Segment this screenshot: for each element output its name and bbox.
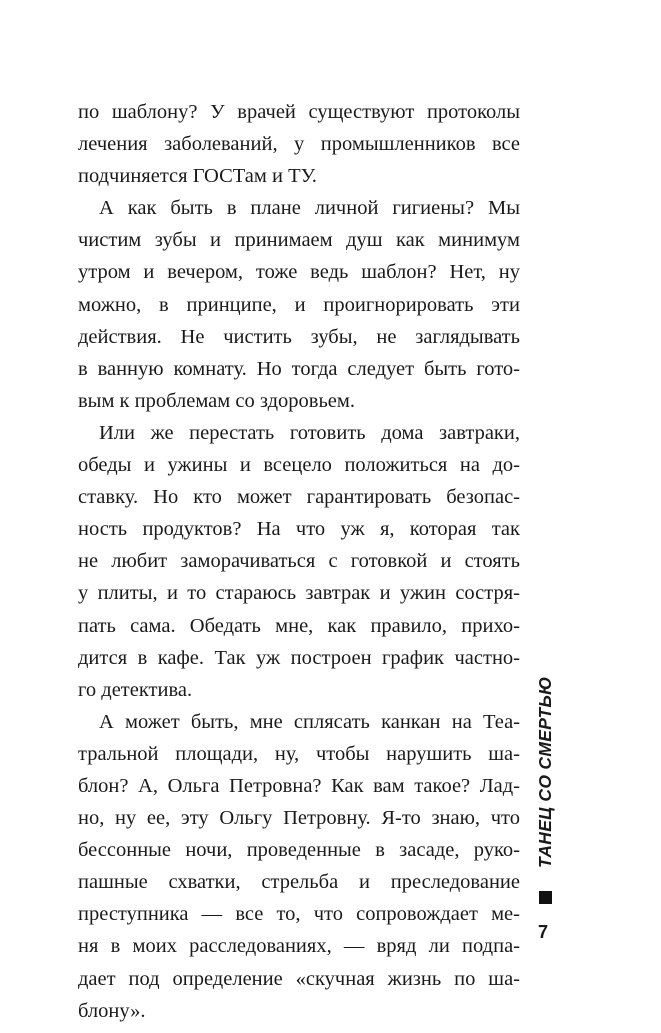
text-line: ня в моих расследованиях, — вряд ли подпа- bbox=[78, 935, 520, 958]
text-line: обеды и ужины и всецело положиться на до- bbox=[78, 454, 520, 477]
text-line: можно, в принципе, и проигнорировать эти bbox=[78, 293, 520, 316]
text-line: го детектива. bbox=[78, 678, 193, 701]
text-line: в ванную комнату. Но тогда следует быть гото- bbox=[78, 357, 520, 380]
text-line: по шаблону? У врачей существуют протоколы bbox=[78, 101, 520, 123]
text-line: тральной площади, ну, чтобы нарушить ша- bbox=[78, 742, 520, 765]
text-line: Или же перестать готовить дома завтраки, bbox=[99, 421, 520, 444]
paragraph bbox=[78, 96, 520, 192]
text-line: дится в кафе. Так уж построен график частно- bbox=[78, 646, 520, 669]
text-line: у плиты, и то стараюсь завтрак и ужин состря- bbox=[78, 582, 520, 605]
text-line: утром и вечером, тоже ведь шаблон? Нет, ну bbox=[78, 261, 520, 284]
text-line: А как быть в плане личной гигиены? Мы bbox=[99, 197, 520, 220]
body-text bbox=[78, 96, 520, 1027]
text-line: действия. Не чистить зубы, не заглядывать bbox=[78, 325, 520, 348]
text-line: подчиняется ГОСТам и ТУ. bbox=[78, 165, 317, 188]
text-line: вым к проблемам со здоровьем. bbox=[78, 389, 355, 412]
text-line: блону». bbox=[78, 999, 146, 1022]
paragraph bbox=[78, 706, 520, 1027]
text-line: преступника — все то, что сопровождает ме- bbox=[78, 903, 520, 926]
text-line: ставку. Но кто может гарантировать безопас- bbox=[78, 486, 520, 509]
text-line: бессонные ночи, проведенные в засаде, руко- bbox=[78, 839, 520, 862]
text-line: А может быть, мне сплясать канкан на Теа- bbox=[99, 710, 520, 733]
text-line: пашные схватки, стрельба и преследование bbox=[78, 871, 520, 894]
paragraph bbox=[78, 192, 520, 417]
text-line: но, ну ее, эту Ольгу Петровну. Я-то знаю, что bbox=[78, 807, 520, 830]
page-marker-square bbox=[539, 891, 552, 904]
paragraph bbox=[78, 417, 520, 706]
page-number: 7 bbox=[538, 922, 549, 942]
text-line: пать сама. Обедать мне, как правило, прихо- bbox=[78, 614, 520, 637]
running-title: ТАНЕЦ СО СМЕРТЬЮ bbox=[535, 676, 555, 868]
text-line: чистим зубы и принимаем душ как минимум bbox=[78, 229, 520, 252]
text-line: блон? А, Ольга Петровна? Как вам такое? Лад- bbox=[78, 774, 520, 797]
text-line: дает под определение «скучная жизнь по ша- bbox=[78, 967, 520, 990]
text-line: лечения заболеваний, у промышленников все bbox=[78, 133, 520, 156]
text-line: не любит заморачиваться с готовкой и стоять bbox=[78, 550, 520, 573]
text-line: ность продуктов? На что уж я, которая так bbox=[78, 518, 520, 541]
